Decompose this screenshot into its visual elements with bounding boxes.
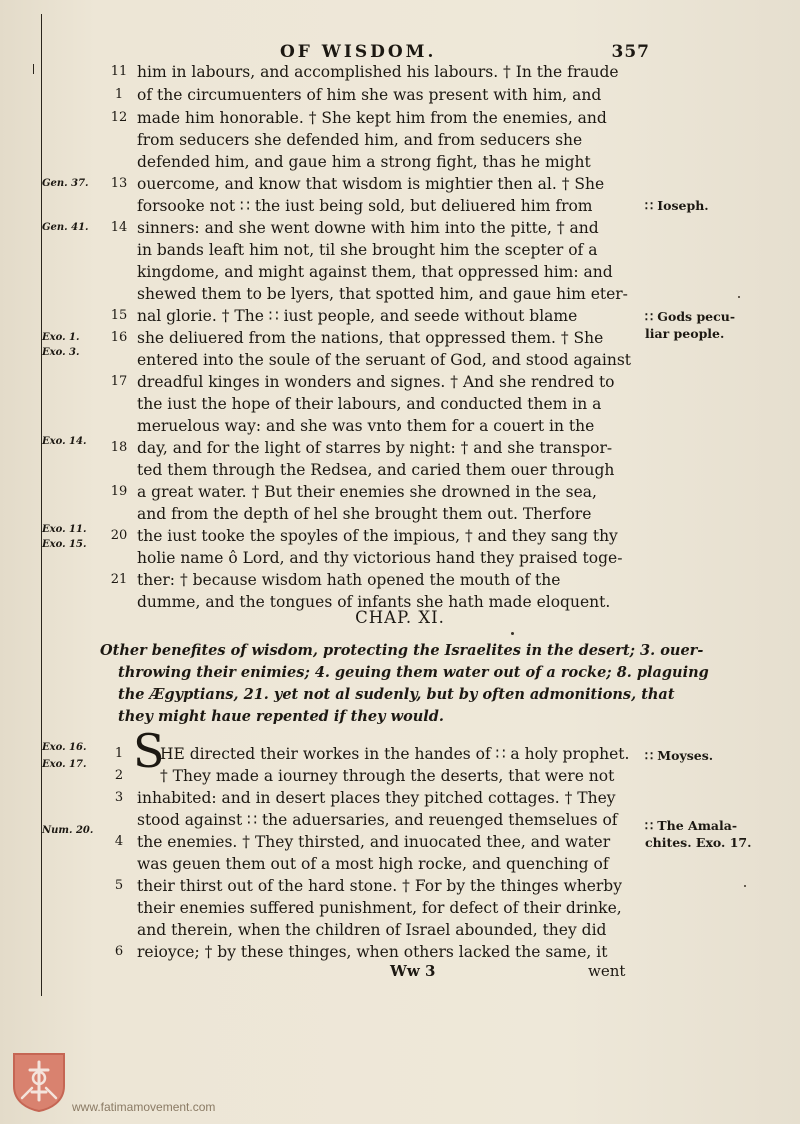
margin-reference: Exo. 11. <box>42 524 87 535</box>
drop-cap: S <box>133 724 165 778</box>
margin-tick <box>33 64 34 74</box>
text-line: † They made a iourney through the deserts, that were not <box>160 767 615 785</box>
ink-speck <box>511 632 514 635</box>
text-line: she deliuered from the nations, that oppressed them. † She <box>137 329 604 347</box>
text-line: day, and for the light of starres by night: † and she transpor- <box>137 439 613 457</box>
text-line: forsooke not ∷ the iust being sold, but deliuered him from <box>137 197 593 215</box>
verse-number: 5 <box>114 878 124 893</box>
text-line: sinners: and she went downe with him into the pitte, † and <box>137 219 599 237</box>
verse-number: 18 <box>110 440 128 455</box>
summary-line: Other benefites of wisdom, protecting the Israelites in the desert; 3. ouer- <box>100 642 704 659</box>
verse-number: 11 <box>110 64 128 79</box>
text-line: holie name ô Lord, and thy victorious hand they praised toge- <box>137 549 623 567</box>
text-line: made him honorable. † She kept him from the enemies, and <box>137 109 607 127</box>
text-line: nal glorie. † The ∷ iust people, and seede without blame <box>137 307 578 325</box>
margin-reference: Exo. 15. <box>42 539 87 550</box>
text-line: and therein, when the children of Israel abounded, they did <box>137 921 607 939</box>
margin-rule <box>41 14 42 996</box>
text-line: ted them through the Redsea, and caried them ouer through <box>137 461 615 479</box>
ink-speck <box>738 296 740 298</box>
margin-reference: Num. 20. <box>42 825 94 836</box>
verse-number: 14 <box>110 220 128 235</box>
text-line: meruelous way: and she was vnto them for a couert in the <box>137 417 595 435</box>
text-line: shewed them to be lyers, that spotted him, and gaue him eter- <box>137 285 628 303</box>
text-line: the iust tooke the spoyles of the impious, † and they sang thy <box>137 527 618 545</box>
text-line: the iust the hope of their labours, and conducted them in a <box>137 395 602 413</box>
signature-mark: Ww 3 <box>390 962 436 980</box>
margin-note: liar people. <box>645 326 725 341</box>
text-line: and from the depth of hel she brought them out. Therfore <box>137 505 592 523</box>
margin-note: ∷ The Amala- <box>645 818 738 833</box>
text-line: ouercome, and know that wisdom is mightier then al. † She <box>137 175 605 193</box>
verse-number: 21 <box>110 572 128 587</box>
verse-number: 6 <box>114 944 124 959</box>
text-line: their thirst out of the hard stone. † For by the thinges wherby <box>137 877 622 895</box>
verse-number: 15 <box>110 308 128 323</box>
verse-number: 12 <box>110 110 128 125</box>
summary-line: they might haue repented if they would. <box>118 708 444 725</box>
shield-logo-icon <box>12 1052 66 1112</box>
verse-number: 13 <box>110 176 128 191</box>
text-line: their enemies suffered punishment, for defect of their drinke, <box>137 899 622 917</box>
verse-number: 4 <box>114 834 124 849</box>
verse-number: 1 <box>114 746 124 761</box>
verse-number: 16 <box>110 330 128 345</box>
verse-number: 3 <box>114 790 124 805</box>
verse-number: 20 <box>110 528 128 543</box>
text-line: in bands leaft him not, til she brought him the scepter of a <box>137 241 598 259</box>
page-number: 357 <box>611 42 650 62</box>
margin-note: ∷ Ioseph. <box>645 198 709 213</box>
margin-reference: Exo. 1. <box>42 332 80 343</box>
text-line: him in labours, and accomplished his labours. † In the fraude <box>137 63 619 81</box>
summary-line: throwing their enimies; 4. geuing them water out of a rocke; 8. plaguing <box>118 664 709 681</box>
text-line: dumme, and the tongues of infants she hath made eloquent. <box>137 593 611 611</box>
text-line: inhabited: and in desert places they pitched cottages. † They <box>137 789 616 807</box>
text-line: kingdome, and might against them, that oppressed him: and <box>137 263 613 281</box>
margin-reference: Gen. 37. <box>42 178 89 189</box>
margin-reference: Exo. 16. <box>42 742 87 753</box>
ink-speck <box>744 885 746 887</box>
verse-number: 2 <box>114 768 124 783</box>
margin-reference: Exo. 14. <box>42 436 87 447</box>
text-line: reioyce; † by these thinges, when others lacked the same, it <box>137 943 608 961</box>
text-line: defended him, and gaue him a strong fight, thas he might <box>137 153 591 171</box>
chapter-heading: CHAP. XI. <box>355 608 445 627</box>
margin-note: ∷ Moyses. <box>645 748 714 763</box>
text-line: HE directed their workes in the handes of ∷ a holy prophet. <box>160 745 630 763</box>
text-line: ther: † because wisdom hath opened the mouth of the <box>137 571 561 589</box>
verse-number: 19 <box>110 484 128 499</box>
verse-number: 1 <box>114 87 124 102</box>
text-line: a great water. † But their enemies she drowned in the sea, <box>137 483 597 501</box>
text-line: the enemies. † They thirsted, and inuocated thee, and water <box>137 833 611 851</box>
running-title: OF WISDOM. <box>280 42 437 62</box>
text-line: of the circumuenters of him she was present with him, and <box>137 86 602 104</box>
margin-note: ∷ Gods pecu- <box>645 309 736 324</box>
catchword: went <box>588 962 626 980</box>
margin-reference: Exo. 3. <box>42 347 80 358</box>
margin-reference: Gen. 41. <box>42 222 89 233</box>
summary-line: the Ægyptians, 21. yet not al sudenly, but by often admonitions, that <box>118 686 675 703</box>
margin-reference: Exo. 17. <box>42 759 87 770</box>
verse-number: 17 <box>110 374 128 389</box>
margin-note: chites. Exo. 17. <box>645 835 752 850</box>
text-line: from seducers she defended him, and from seducers she <box>137 131 583 149</box>
watermark-url[interactable]: www.fatimamovement.com <box>72 1100 216 1114</box>
text-line: dreadful kinges in wonders and signes. † And she rendred to <box>137 373 615 391</box>
text-line: stood against ∷ the aduersaries, and reuenged themselues of <box>137 811 618 829</box>
text-line: entered into the soule of the seruant of God, and stood against <box>137 351 632 369</box>
text-line: was geuen them out of a most high rocke, and quenching of <box>137 855 609 873</box>
